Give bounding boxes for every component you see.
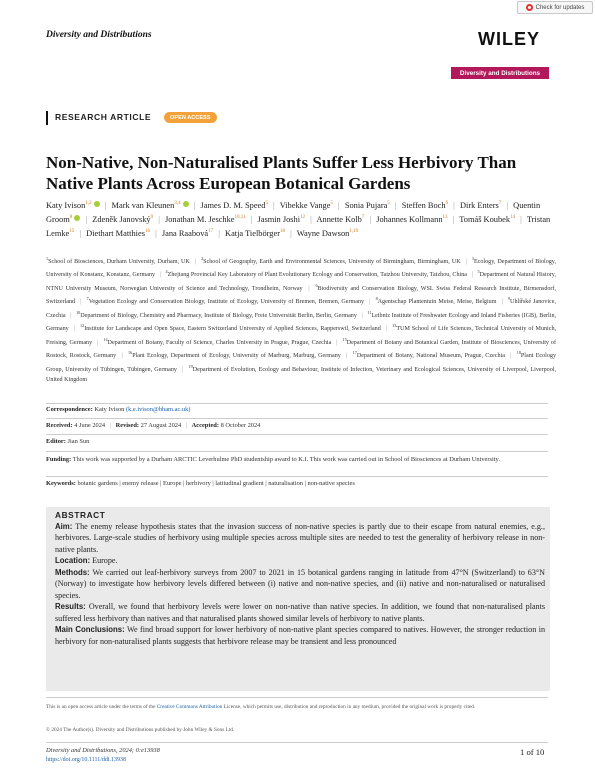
author-separator: |	[158, 214, 160, 224]
affiliation: $^9$Uhlířské Janovice, Czechia	[46, 296, 556, 319]
author[interactable]	[257, 215, 305, 224]
author-separator: |	[394, 200, 397, 210]
article-dates: Received: 4 June 2024 | Revised: 27 August 2024 | Accepted: 8 October 2024	[46, 422, 261, 429]
divider	[46, 434, 548, 435]
abstract-aim: Aim: The enemy release hypothesis states that the invasion success of non-native species is partly due to their escape from natural enemies, e.g., herbivores. Large-scale studies of herbivory using multiple species across multiple sites are needed to test the generality of herbivory release in non-native plants.	[55, 522, 545, 554]
author-name: Jasmin Joshi	[257, 214, 301, 224]
accepted-date: 8 October 2024	[220, 422, 261, 429]
author-separator: |	[506, 200, 509, 210]
footer-journal-ref: Diversity and Distributions, 2024; 0:e13938	[46, 747, 160, 754]
author-name: Quentin Groom	[46, 200, 541, 224]
divider	[46, 451, 548, 452]
author[interactable]	[345, 201, 390, 210]
affiliation: $^{12}$Institute for Landscape and Open Space, Eastern Switzerland University of Applied Sciences, Rapperswil, Switzerland	[80, 323, 381, 333]
author-affiliation-ref: 5	[387, 201, 390, 206]
affiliation: $^4$Zhejiang Provincial Key Laboratory of Plant Evolutionary Ecology and Conservation, Taizhou University, Taizhou, China	[165, 269, 467, 279]
article-type: RESEARCH ARTICLE	[55, 112, 152, 122]
editor	[46, 438, 552, 445]
orcid-icon[interactable]	[183, 201, 189, 207]
affiliation: $^3$Ecology, Department of Biology, University of Konstanz, Konstanz, Germany	[46, 256, 556, 279]
author-separator: |	[193, 200, 196, 210]
correspondence-email-link[interactable]: (k.e.ivison@bham.ac.uk)	[125, 406, 191, 413]
author-name: Katja Tielbörger	[225, 228, 280, 238]
author-affiliation-ref: 16	[144, 229, 150, 235]
affiliation: $^{13}$TUM School of Life Sciences, Technical University of Munich, Freising, Germany	[46, 323, 557, 346]
affiliation: $^5$Department of Natural History, NTNU University Museum, Norwegian University of Science and Technology, Trondheim, Norway	[46, 269, 556, 292]
author[interactable]	[316, 215, 364, 224]
author-separator: |	[218, 228, 220, 238]
author-separator: |	[310, 214, 312, 224]
author-affiliation-ref: 17	[208, 229, 214, 235]
affiliation-list: $^1$School of Biosciences, Durham University, Durham, UK | $^2$School of Geography, Earth and Environmental Sciences, University of Birmingham, Birmingham, UK | $^3$Ecology, Department of Biology, University of Konstanz, Konstanz, Germany | $^4$Zhejiang Provincial Key Laboratory of Plant Evolutionary Ecology and Conservation, Taizhou University, Taizhou, China | $^5$Department of Natural History, NTNU University Museum, Norwegian University of Science and Technology, Trondheim, Norway | $^6$Biodiversity and Conservation Biology, WSL Swiss Federal Research Institute, Birmensdorf, Switzerland | $^7$Vegetation Ecology and Conservation Biology, Institute of Ecology, University of Bremen, Bremen, Germany | $^8$Agentschap Plantentuin Meise, Meise, Belgium | $^9$Uhlířské Janovice, Czechia | $^{10}$Department of Biology, Chemistry and Pharmacy, Institute of Biology, Freie Universität Berlin, Berlin, Germany | $^{11}$Leibniz Institute of Freshwater Ecology and Inland Fisheries (IGB), Berlin, Germany | $^{12}$Institute for Landscape and Open Space, Eastern Switzerland University of Applied Sciences, Rapperswil, Switzerland | $^{13}$TUM School of Life Sciences, Technical University of Munich, Freising, Germany | $^{14}$Department of Botany, Faculty of Science, Charles University in Prague, Prague, Czechia | $^{15}$Department of Botany and Botanical Garden, Institute of Biosciences, University of Rostock, Rostock, Germany | $^{16}$Plant Ecology, Department of Ecology, University of Marburg, Marburg, Germany | $^{17}$Department of Botany, National Museum, Prague, Czechia | $^{18}$Plant Ecology Group, University of Tübingen, Tübingen, Germany | $^{19}$Department of Evolution, Ecology and Behaviour, Institute of Infection, Veterinary and Ecological Sciences, University of Liverpool, Liverpool, United Kingdom	[46, 256, 557, 383]
author-affiliation-ref: 7	[498, 201, 502, 206]
author[interactable]	[46, 201, 100, 210]
revised-label: Revised:	[115, 422, 140, 429]
author-name: Dirk Enters	[459, 200, 499, 210]
author[interactable]	[459, 215, 515, 224]
author-name: Tristan Lemke	[46, 214, 551, 238]
creative-commons-link[interactable]: Creative Commons Attribution	[156, 704, 223, 710]
affiliation: $^6$Biodiversity and Conservation Biology, WSL Swiss Federal Research Institute, Birmensdorf, Switzerland	[46, 282, 556, 306]
author-name: Diethart Matthies	[86, 228, 145, 238]
author-separator: |	[85, 214, 88, 224]
author-name: Wayne Dawson	[296, 228, 350, 238]
author-name: Zdeněk Janovský	[92, 214, 151, 224]
author-name: Katy Ivison	[46, 200, 86, 210]
funding	[46, 455, 552, 465]
author-affiliation-ref: 12	[300, 215, 306, 221]
author-affiliation-ref: 9	[150, 215, 154, 221]
affiliation: $^{11}$Leibniz Institute of Freshwater Ecology and Inland Fisheries (IGB), Berlin, Germany	[46, 309, 557, 333]
journal-header: Diversity and Distributions	[46, 30, 152, 40]
received-date: 4 June 2024	[74, 422, 106, 429]
author[interactable]	[225, 229, 285, 238]
author-name: Jonathan M. Jeschke	[164, 214, 235, 224]
abstract-body	[55, 521, 545, 647]
author-affiliation-ref: 14	[510, 215, 516, 221]
author[interactable]	[402, 201, 448, 210]
author[interactable]	[86, 229, 150, 238]
author-list	[46, 198, 556, 240]
keywords-label: Keywords:	[46, 480, 76, 487]
abstract-location: Location: Europe.	[55, 556, 118, 566]
author-affiliation-ref: 6	[445, 201, 449, 206]
author-name: Johannes Kollmann	[376, 214, 443, 224]
accepted-label: Accepted:	[191, 422, 219, 429]
author-name: Mark van Kleunen	[111, 200, 175, 210]
orcid-icon[interactable]	[94, 201, 100, 207]
orcid-icon[interactable]	[74, 215, 80, 221]
affiliation: $^7$Vegetation Ecology and Conservation Biology, Institute of Ecology, University of Bremen, Bremen, Germany	[86, 296, 365, 306]
author[interactable]	[92, 215, 153, 224]
author-affiliation-ref: 10,11	[234, 215, 246, 221]
editor-label: Editor:	[46, 438, 66, 445]
affiliation: $^{19}$Department of Evolution, Ecology and Behaviour, Institute of Infection, Veterinary and Ecological Sciences, University of Liverpool, Liverpool, United Kingdom	[46, 363, 556, 383]
correspondence	[46, 406, 552, 413]
publisher-logo: WILEY	[478, 29, 540, 49]
affiliation: $^1$School of Biosciences, Durham University, Durham, UK	[46, 256, 190, 266]
author-separator: |	[338, 200, 340, 210]
copyright: © 2024 The Author(s). Diversity and Distributions published by John Wiley & Sons Ltd.	[46, 727, 235, 733]
abstract-results: Results: Overall, we found that herbivory levels were lower on non-native than native species. In addition, we found that non-naturalised plants suffered less herbivory than natives and that naturalised plants showed similar levels of herbivory to native plants.	[55, 602, 545, 623]
author-separator: |	[453, 200, 455, 210]
abstract-heading: ABSTRACT	[55, 510, 106, 520]
affiliation: $^{15}$Department of Botany and Botanical Garden, Institute of Biosciences, University of Rostock, Rostock, Germany	[46, 336, 556, 360]
author-separator: |	[452, 214, 455, 224]
article-type-bar	[46, 111, 48, 125]
affiliation: $^2$School of Geography, Earth and Environmental Sciences, University of Birmingham, Birmingham, UK	[201, 256, 461, 266]
author-separator: |	[104, 200, 107, 210]
author[interactable]	[162, 229, 213, 238]
author-name: Jana Raabová	[161, 228, 209, 238]
editor-name: Jian Sun	[67, 438, 90, 445]
update-icon	[526, 4, 533, 11]
author[interactable]	[112, 201, 189, 210]
page-number: 1 of 10	[520, 747, 545, 757]
author-affiliation-ref: 18	[280, 229, 285, 235]
funding-text: This work was supported by a Durham ARCTIC Leverhulme PhD studentship award to K.I. This work was carried out in School of Biosciences at Durham University.	[72, 456, 500, 463]
author-name: Vibekke Vange	[279, 200, 331, 210]
author[interactable]	[297, 229, 358, 238]
author-separator: |	[369, 214, 372, 224]
author[interactable]	[376, 215, 447, 224]
author[interactable]	[460, 201, 501, 210]
license-notice: This is an open access article under the terms of the Creative Commons Attribution License, which permits use, distribution and reproduction in any medium, provided the original work is properly cited.	[46, 704, 476, 710]
author-affiliation-ref: 13	[442, 215, 448, 221]
author-separator: |	[290, 228, 292, 238]
received-label: Received:	[46, 422, 73, 429]
author-separator: |	[155, 228, 157, 238]
author-separator: |	[273, 200, 275, 210]
affiliation: $^{14}$Department of Botany, Faculty of Science, Charles University in Prague, Prague, Czechia	[103, 336, 332, 346]
author-name: Tomáš Koubek	[459, 214, 511, 224]
author-affiliation-ref: 3,4	[174, 201, 181, 206]
divider	[46, 742, 548, 743]
author-name: Steffen Boch	[401, 200, 446, 210]
keywords-text: botanic gardens | enemy release | Europe | herbivory | latitudinal gradient | naturalisation | non-native species	[77, 480, 355, 487]
check-for-updates-button[interactable]	[517, 1, 593, 14]
divider	[46, 418, 548, 419]
author-affiliation-ref: 15	[69, 229, 75, 235]
author-affiliation-ref: 5	[265, 201, 268, 206]
author[interactable]	[201, 201, 268, 210]
keywords	[46, 480, 552, 487]
affiliation: $^{17}$Department of Botany, National Museum, Prague, Czechia	[352, 350, 505, 360]
affiliation: $^8$Agentschap Plantentuin Meise, Meise, Belgium	[375, 296, 497, 306]
revised-date: 27 August 2024	[140, 422, 182, 429]
footer-doi-link[interactable]: https://doi.org/10.1111/ddi.13938	[46, 757, 127, 763]
affiliation: $^{10}$Department of Biology, Chemistry and Pharmacy, Institute of Biology, Freie Universität Berlin, Berlin, Germany	[76, 309, 357, 319]
correspondence-label: Correspondence:	[46, 406, 93, 413]
divider	[46, 403, 548, 404]
article-title: Non-Native, Non-Naturalised Plants Suffer Less Herbivory Than Native Plants Across European Botanical Gardens	[46, 153, 517, 193]
journal-badge: Diversity and Distributions	[451, 67, 549, 79]
author-affiliation-ref: 7	[361, 215, 365, 221]
author-affiliation-ref: 5	[330, 201, 333, 206]
open-access-badge: OPEN ACCESS	[164, 112, 217, 123]
author[interactable]	[165, 215, 246, 224]
author-separator: |	[79, 228, 82, 238]
divider	[46, 476, 548, 477]
author-separator: |	[520, 214, 522, 224]
author-name: Sonia Pujara	[344, 200, 388, 210]
author-name: Annette Kolb	[316, 214, 362, 224]
author-separator: |	[250, 214, 253, 224]
abstract-methods: Methods: We carried out leaf-herbivory surveys from 2007 to 2021 in 15 botanical gardens ranging in latitude from 47°N (Switzerland) to 63°N (Norway) to investigate how herbivory levels differed between (i) native and non-native species, and (ii) native and non-naturalised or naturalised species.	[55, 567, 545, 600]
affiliation: $^{16}$Plant Ecology, Department of Ecology, University of Marburg, Marburg, Germany	[128, 350, 341, 360]
funding-label: Funding:	[46, 456, 72, 463]
author[interactable]	[280, 201, 333, 210]
author-affiliation-ref: 1,19	[349, 229, 359, 235]
check-for-updates-label: Check for updates	[535, 4, 585, 11]
affiliation: $^{18}$Plant Ecology Group, University of Tübingen, Tübingen, Germany	[46, 350, 557, 373]
author-affiliation-ref: 1,2	[85, 201, 92, 206]
abstract-conclusions: Main Conclusions: We find broad support for lower herbivory of non-native plant species compared to natives. However, the stronger reduction in herbivory for non-naturalised plants suggests that herbivore release may be transient and less pronounced	[55, 625, 545, 646]
author-affiliation-ref: 8	[69, 215, 73, 221]
divider	[46, 697, 548, 698]
author-name: James D. M. Speed	[200, 200, 266, 210]
correspondence-name: Katy Ivison	[94, 406, 125, 413]
